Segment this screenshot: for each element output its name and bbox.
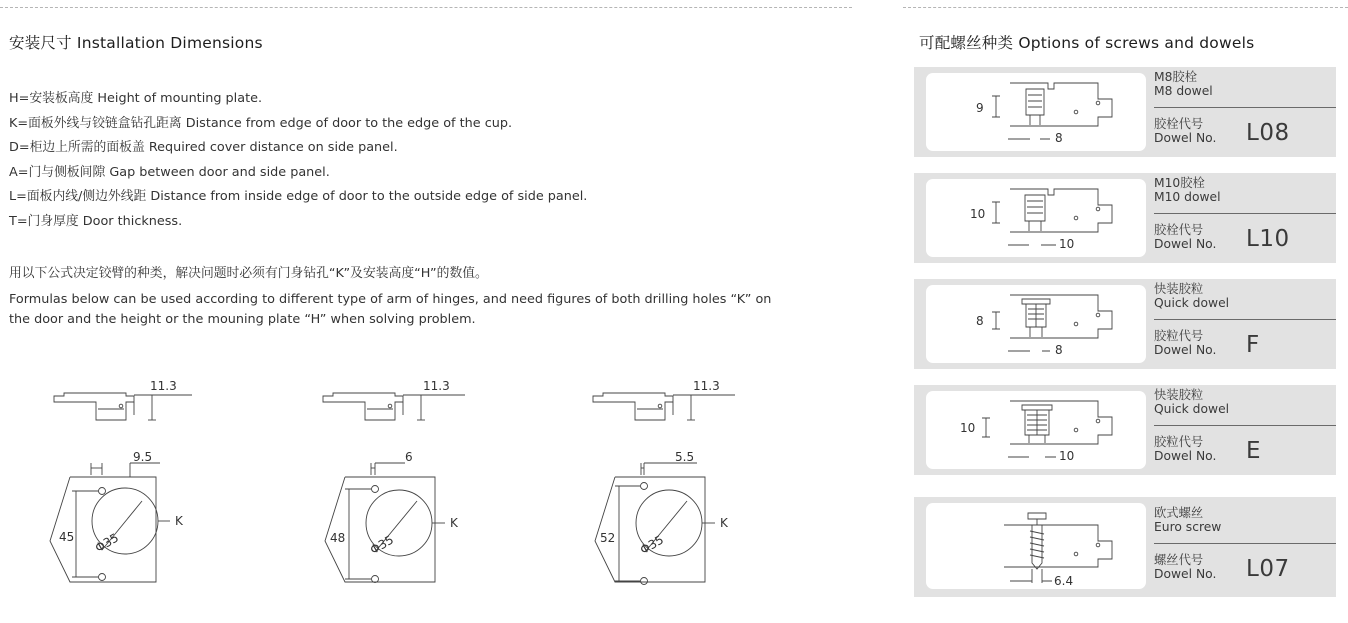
code-label-en: Dowel No.	[1154, 448, 1217, 463]
top-dashed-line-right	[903, 7, 1348, 8]
hole-spacing-label: 52	[600, 531, 616, 545]
hinge-side-view	[54, 393, 192, 420]
dowel-drawing-frame	[926, 179, 1146, 257]
width-label: 6.4	[1054, 574, 1074, 588]
height-label: 9	[976, 101, 984, 115]
installation-title: 安装尺寸 Installation Dimensions	[9, 34, 263, 52]
option-panel-l08	[914, 67, 1336, 157]
option-panel-f	[914, 279, 1336, 369]
option-info	[1154, 389, 1336, 468]
option-name-cn: 欧式螺丝	[1154, 506, 1204, 520]
option-name-cn: 快装胶粒	[1154, 388, 1204, 402]
screw-drawing-frame	[926, 503, 1146, 589]
height-label: 10	[960, 421, 976, 435]
option-info	[1154, 283, 1336, 362]
m10-dowel-drawing	[926, 179, 1146, 257]
k-label: K	[175, 514, 183, 528]
height-label: 8	[976, 314, 984, 328]
hinge-plan-view	[595, 463, 715, 585]
code-block	[1154, 213, 1336, 256]
definition-list	[9, 87, 587, 234]
euro-screw-drawing	[926, 503, 1146, 589]
code-block	[1154, 319, 1336, 362]
option-info	[1154, 177, 1336, 256]
hinge-side-view	[593, 393, 735, 420]
dowel-drawing-frame	[926, 391, 1146, 469]
k-label: K	[450, 516, 458, 530]
hinge-diagram-1	[30, 375, 200, 590]
top-dashed-line-left	[0, 7, 852, 8]
quick-dowel-e-drawing	[926, 391, 1146, 469]
option-panel-l10	[914, 173, 1336, 263]
plate-height-label: 11.3	[693, 379, 720, 393]
plate-height-label: 11.3	[423, 379, 450, 393]
definition-l: L=面板内线/侧边外线距 Distance from inside edge of door to the outside edge of side panel.	[9, 189, 588, 204]
option-name-cn: M10胶栓	[1154, 176, 1205, 190]
hole-spacing-label: 45	[59, 530, 75, 544]
dowel-code: L07	[1246, 556, 1290, 582]
width-label: 8	[1055, 131, 1063, 145]
definition-d: D=柜边上所需的面板盖 Required cover distance on side panel.	[9, 140, 398, 155]
code-label-cn: 胶粒代号	[1154, 435, 1204, 449]
width-label: 10	[1059, 449, 1075, 463]
hole-spacing-label: 48	[330, 531, 346, 545]
hinge-side-view	[323, 393, 465, 420]
code-label-cn: 胶粒代号	[1154, 329, 1204, 343]
option-info	[1154, 71, 1336, 150]
width-label: 10	[1059, 237, 1075, 251]
quick-dowel-f-drawing	[926, 285, 1146, 363]
height-label: 10	[970, 207, 986, 221]
width-label: 8	[1055, 343, 1063, 357]
dowel-code: L10	[1246, 226, 1290, 252]
dowel-code: E	[1246, 438, 1262, 464]
dowel-drawing-frame	[926, 73, 1146, 151]
option-info	[1154, 507, 1336, 586]
hinge-plan-view	[50, 463, 170, 582]
code-block	[1154, 543, 1336, 586]
definition-t: T=门身厚度 Door thickness.	[9, 213, 183, 229]
cup-diameter-label: Φ35	[92, 530, 122, 556]
option-panel-e	[914, 385, 1336, 475]
formula-note-en: Formulas below can be used according to different type of arm of hinges, and need figures of both drilling holes “K” on the door and the height or the mouning plate “H” when solving problem.	[9, 292, 772, 327]
hinge-plan-view	[325, 463, 445, 583]
option-panel-l07	[914, 497, 1336, 597]
code-label-en: Dowel No.	[1154, 566, 1217, 581]
option-name-cn: M8胶栓	[1154, 70, 1198, 84]
code-label-en: Dowel No.	[1154, 342, 1217, 357]
hinge-diagram-3	[575, 375, 745, 590]
code-block	[1154, 425, 1336, 468]
code-block	[1154, 107, 1336, 150]
offset-label: 5.5	[675, 450, 695, 464]
dowel-code: L08	[1246, 120, 1290, 146]
option-name-en: Quick dowel	[1154, 401, 1230, 416]
code-label-cn: 螺丝代号	[1154, 553, 1204, 567]
code-label-cn: 胶栓代号	[1154, 117, 1204, 131]
m8-dowel-drawing	[926, 73, 1146, 151]
option-name-en: Quick dowel	[1154, 295, 1230, 310]
dowel-drawing-frame	[926, 285, 1146, 363]
cup-diameter-label: Φ35	[637, 532, 667, 558]
options-title: 可配螺丝种类 Options of screws and dowels	[919, 34, 1255, 52]
code-label-cn: 胶栓代号	[1154, 223, 1204, 237]
code-label-en: Dowel No.	[1154, 236, 1217, 251]
dowel-code: F	[1246, 332, 1260, 358]
hinge-diagram-2	[305, 375, 475, 590]
k-label: K	[720, 516, 728, 530]
offset-label: 6	[405, 450, 413, 464]
option-name-en: M10 dowel	[1154, 189, 1221, 204]
definition-k: K=面板外线与铰链盒钻孔距离 Distance from edge of door to the edge of the cup.	[9, 115, 513, 131]
code-label-en: Dowel No.	[1154, 130, 1217, 145]
option-name-cn: 快装胶粒	[1154, 282, 1204, 296]
definition-h: H=安装板高度 Height of mounting plate.	[9, 91, 263, 106]
definition-a: A=门与侧板间隙 Gap between door and side panel.	[9, 164, 330, 180]
formula-note-cn: 用以下公式决定铰臂的种类，解决问题时必须有门身钻孔“K”及安装高度“H”的数值。	[9, 266, 488, 281]
offset-label: 9.5	[133, 450, 153, 464]
option-name-en: Euro screw	[1154, 519, 1222, 534]
option-name-en: M8 dowel	[1154, 83, 1213, 98]
plate-height-label: 11.3	[150, 379, 177, 393]
cup-diameter-label: Φ35	[367, 532, 397, 558]
